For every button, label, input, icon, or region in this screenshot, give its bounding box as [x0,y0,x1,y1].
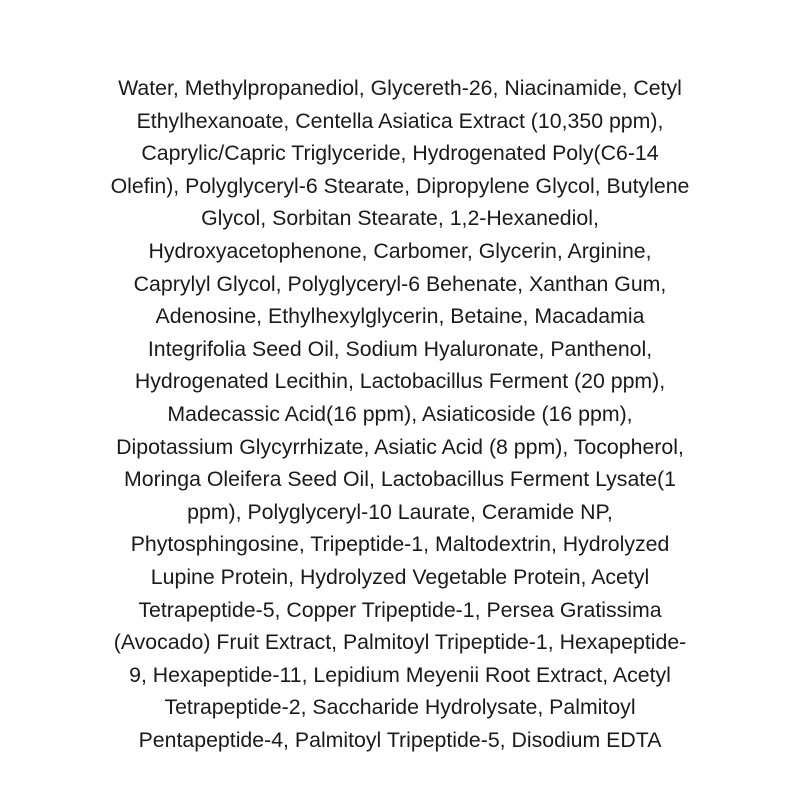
ingredient-line: Integrifolia Seed Oil, Sodium Hyaluronate, Panthenol, [147,336,653,361]
ingredient-line: Tetrapeptide-2, Saccharide Hydrolysate, Palmitoyl [164,695,636,720]
ingredient-line: Phytosphingosine, Tripeptide-1, Maltodextrin, Hydrolyzed [130,532,670,557]
ingredient-line: 9, Hexapeptide-11, Lepidium Meyenii Root Extract, Acetyl [129,662,671,687]
ingredient-list [60,72,740,756]
ingredient-line: Dipotassium Glycyrrhizate, Asiatic Acid (8 ppm), Tocopherol, [116,434,684,459]
ingredient-line: Ethylhexanoate, Centella Asiatica Extract (10,350 ppm), [136,108,664,133]
ingredient-line: Caprylic/Capric Triglyceride, Hydrogenated Poly(C6-14 [141,141,659,166]
ingredient-line: Pentapeptide-4, Palmitoyl Tripeptide-5, Disodium EDTA [138,727,662,752]
ingredient-line: Lupine Protein, Hydrolyzed Vegetable Protein, Acetyl [150,564,650,589]
ingredient-line: Hydroxyacetophenone, Carbomer, Glycerin, Arginine, [148,238,652,263]
ingredient-line: Olefin), Polyglyceryl-6 Stearate, Dipropylene Glycol, Butylene [110,173,690,198]
ingredient-line: ppm), Polyglyceryl-10 Laurate, Ceramide NP, [187,499,613,524]
ingredient-line: Tetrapeptide-5, Copper Tripeptide-1, Persea Gratissima [138,597,662,622]
ingredient-line: Moringa Oleifera Seed Oil, Lactobacillus Ferment Lysate(1 [123,467,676,492]
ingredient-line: Adenosine, Ethylhexylglycerin, Betaine, Macadamia [155,304,645,329]
ingredient-line: Water, Methylpropanediol, Glycereth-26, Niacinamide, Cetyl [118,76,682,100]
ingredient-line: Glycol, Sorbitan Stearate, 1,2-Hexanediol, [201,206,599,231]
ingredient-line: Madecassic Acid(16 ppm), Asiaticoside (16 ppm), [167,401,633,426]
ingredient-line: (Avocado) Fruit Extract, Palmitoyl Tripeptide-1, Hexapeptide- [113,630,687,655]
ingredient-line: Hydrogenated Lecithin, Lactobacillus Ferment (20 ppm), [134,369,666,394]
ingredient-line: Caprylyl Glycol, Polyglyceryl-6 Behenate, Xanthan Gum, [133,271,667,296]
